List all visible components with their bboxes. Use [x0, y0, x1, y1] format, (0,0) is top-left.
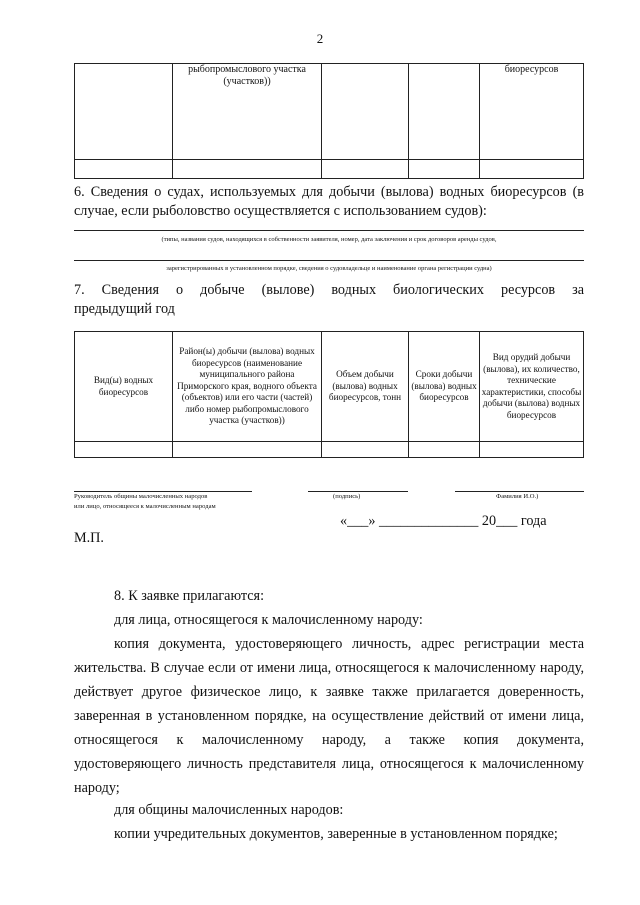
section-6-text: 6. Сведения о судах, используемых для добычи (вылова) водных биоресурсов (в случае, если рыболовство осуществляется с использованием судов):: [74, 184, 584, 219]
stamp-place: М.П.: [74, 530, 104, 546]
page-number: 2: [316, 31, 324, 46]
leader-label-2: или лицо, относящееся к малочисленным народам: [74, 503, 216, 510]
table-cell: [480, 442, 584, 458]
table-cell-resources: биоресурсов: [480, 64, 584, 160]
section-8-p2: копия документа, удостоверяющего личность, адрес регистрации места жительства. В случае если от имени лица, относящегося к малочисленному народу, действует другое физическое лицо, к заявке также прилагается доверенность, заверенная в установленном порядке, на осуществление действий от имени лица, относящегося к малочисленному народу, а также копия документа, удостоверяющего личность представителя лица, относящегося к малочисленному народу;: [74, 636, 584, 796]
table-cell: [75, 442, 173, 458]
table-cell-area: рыбопромыслового участка (участков)): [173, 64, 322, 160]
name-label: Фамилия И.О.): [496, 493, 539, 500]
table-cell: [75, 64, 173, 160]
table-cell: [322, 442, 409, 458]
vessel-note-1: (типы, названия судов, находящихся в собственности заявителя, номер, дата заключения и срок договоров аренды судов,: [161, 236, 497, 243]
table-cell: [409, 442, 480, 458]
leader-label: Руководитель общины малочисленных народов: [74, 493, 208, 500]
vessel-note-2: зарегистрированных в установленном порядке, сведения о судовладельце и наименование органа регистрации судна): [166, 265, 492, 272]
table-cell: [173, 160, 322, 179]
catch-table: [74, 331, 584, 458]
section-8-p3: для общины малочисленных народов:: [114, 802, 344, 818]
header-gear: Вид орудий добычи (вылова), их количество, технические характеристики, способы добычи (вылова) водных биоресурсов: [480, 332, 584, 442]
header-period: Сроки добычи (вылова) водных биоресурсов: [409, 332, 480, 442]
header-area: Район(ы) добычи (вылова) водных биоресурсов (наименование муниципального района Приморского края, водного объекта (объектов) или его части (частей) либо номер рыбопромыслового участка (участков)): [173, 332, 322, 442]
table-cell: [322, 160, 409, 179]
section-8-p1: для лица, относящегося к малочисленному народу:: [114, 612, 423, 628]
table-cell: [409, 64, 480, 160]
table-cell: [75, 160, 173, 179]
fill-line: [74, 260, 584, 261]
section-7-line1: 7. Сведения о добыче (вылове) водных биологических ресурсов за: [74, 282, 584, 298]
date-field: «___» ______________ 20___ года: [340, 513, 547, 529]
header-volume: Объем добычи (вылова) водных биоресурсов, тонн: [322, 332, 409, 442]
section-8-title: 8. К заявке прилагаются:: [114, 588, 265, 604]
header-species: Вид(ы) водных биоресурсов: [75, 332, 173, 442]
table-cell: [480, 160, 584, 179]
section-7-line2: предыдущий год: [74, 301, 175, 317]
section-8-p4: копии учредительных документов, заверенные в установленном порядке;: [114, 826, 558, 842]
table-cell: [322, 64, 409, 160]
table-cell: [173, 442, 322, 458]
table-cell: [409, 160, 480, 179]
sign-label: (подпись): [333, 493, 361, 500]
fill-line: [74, 230, 584, 231]
table-continuation: [74, 63, 584, 179]
